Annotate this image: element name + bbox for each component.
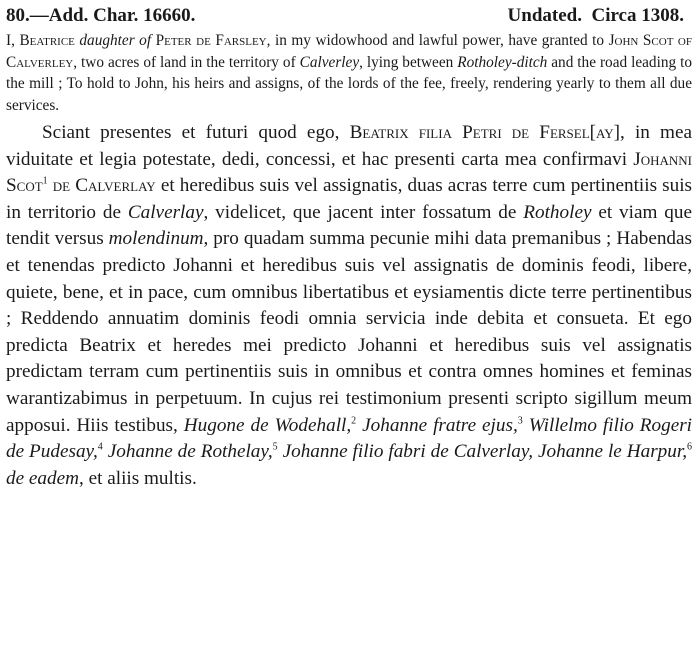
footnote-marker: 6 — [687, 441, 692, 453]
charter-reference — [6, 4, 195, 28]
summary-text: and the road leading to the mill ; To hold to John, his heirs and assigns, of the lords of the fee, freely, rendering yearly to them all due services. — [6, 53, 692, 114]
footnote-marker: 2 — [351, 415, 357, 427]
charter-text: et viam que tendit versus — [6, 201, 692, 250]
charter-date — [508, 4, 694, 28]
charter-text: , pro quadam summa pecunie mihi data premanibus ; Habendas et tenendas predicto Johanni et heredibus suis vel assignatis de dominis feodi, libere, quiete, bene, et in pace, cum omnibus libertatibus et eysiamentis dicte terre pertinentibus ; Reddendo annuatim dominis feodi omnia servicia inde debita et consueta. Et ego predicta Beatrix et heredes mei predicto Johanni et heredibus suis vel assignatis predictam terram cum pertinentiis suis in omnibus et contra omnes homines et feminas warantizabimus in perpetuum. In cujus rei testimonium presenti scripto sigillum meum apposui. Hiis testibus, — [6, 228, 693, 436]
charter-text: et heredibus suis vel assignatis, duas acras terre cum pertinentiis suis in territorio de — [6, 175, 693, 223]
witness-name: Hugone de Wodehall, — [183, 414, 352, 436]
witness-name: Johanne filio fabri de Calverlay, Johanne le Harpur, — [282, 441, 687, 463]
witness-name: Johanne de Rothelay, — [107, 441, 273, 463]
witness-name: Johanne fratre ejus, — [362, 414, 518, 436]
summary-text: , two acres of land in the territory of — [73, 53, 300, 71]
charter-ref-text: —Add. Char. 16660. — [29, 5, 196, 26]
summary-text: , in my widowhood and lawful power, have granted to — [266, 32, 609, 49]
summary-place-calverley: Calverley — [299, 53, 360, 71]
charter-text: Sciant presentes et futuri quod ego, — [42, 122, 350, 143]
charter-number: 80. — [6, 5, 30, 26]
charter-header — [6, 4, 694, 30]
summary-text: daughter of — [74, 32, 152, 49]
summary-name-peter: Peter de Farsley — [155, 32, 267, 49]
summary-text: , lying between — [359, 53, 458, 71]
footnote-marker: 1 — [42, 175, 48, 187]
charter-name-beatrix: Beatrix filia Petri de Fersel[ay] — [349, 122, 621, 143]
witness-name: Willelmo filio Rogeri de Pudesay, — [6, 414, 693, 463]
footnote-marker: 4 — [97, 441, 103, 453]
english-summary — [6, 30, 694, 116]
footnote-marker: 5 — [272, 441, 278, 453]
summary-place-ditch: Rotholey-ditch — [457, 53, 548, 71]
charter-text: , videlicet, que jacent inter fossatum de — [203, 201, 524, 223]
undated-label: Undated. — [507, 5, 582, 26]
charter-text: , in mea viduitate et legia potestate, dedi, concessi, et hac presenti carta mea confirmavi — [6, 122, 692, 170]
charter-word-molendinum: molendinum — [108, 228, 204, 250]
summary-name-beatrice: Beatrice — [19, 32, 75, 49]
charter-place-rotholey: Rotholey — [523, 201, 592, 223]
document-page — [6, 4, 694, 492]
circa-date: Circa 1308. — [591, 5, 684, 26]
witness-name: de eadem — [6, 467, 79, 489]
latin-charter-text — [6, 120, 694, 492]
charter-name-johanni: Johanni Scot — [6, 148, 692, 197]
footnote-marker: 3 — [517, 415, 523, 427]
charter-text: , et aliis multis. — [78, 467, 197, 489]
charter-name-calverlay: de Calverlay — [52, 175, 156, 197]
summary-text: I, — [6, 32, 20, 49]
summary-name-john: John Scot of Calverley — [6, 32, 692, 71]
charter-place-calverlay: Calverlay — [127, 201, 204, 223]
